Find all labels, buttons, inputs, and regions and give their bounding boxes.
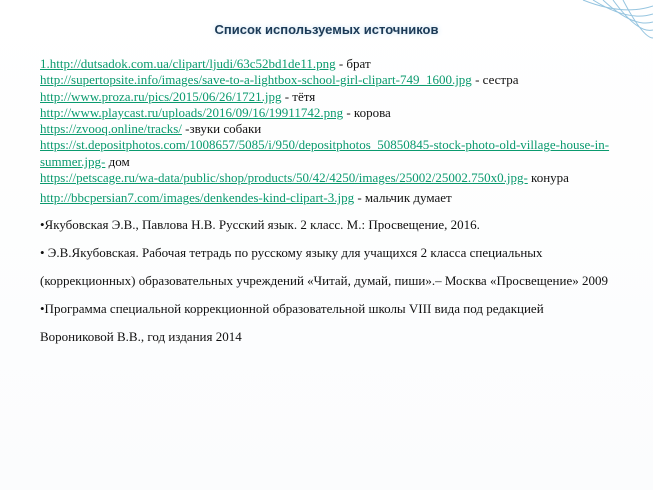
- book-reference: •Якубовская Э.В., Павлова Н.В. Русский язык. 2 класс. М.: Просвещение, 2016.: [40, 216, 480, 232]
- source-item: [40, 170, 612, 186]
- source-note: - корова: [343, 104, 391, 120]
- source-link[interactable]: http://www.playcast.ru/uploads/2016/09/16/19911742.png: [40, 104, 344, 120]
- sources-list: [40, 56, 612, 351]
- source-item: [40, 137, 612, 170]
- book-reference: •Программа специальной коррекционной образовательной школы VIII вида под редакцией Ворониковой В.В., год издания 2014: [40, 300, 544, 344]
- source-note: дом: [105, 153, 130, 169]
- source-item: [40, 72, 612, 88]
- source-link[interactable]: http://bbcpersian7.com/images/denkendes-kind-clipart-3.jpg: [40, 190, 355, 206]
- source-item: [40, 121, 612, 137]
- slide-title: Список используемых источников: [214, 22, 439, 37]
- source-note: - сестра: [471, 72, 519, 88]
- source-note: -звуки собаки: [181, 121, 262, 137]
- source-link[interactable]: http://supertopsite.info/images/save-to-a-lightbox-school-girl-clipart-749_1600.jpg: [40, 72, 472, 88]
- source-note: - мальчик думает: [354, 190, 452, 206]
- source-note: конура: [527, 170, 569, 186]
- source-link[interactable]: https://petscage.ru/wa-data/public/shop/products/50/42/4250/images/25002/25002.750x0.jpg-: [40, 170, 528, 186]
- source-item: [40, 56, 612, 72]
- source-link[interactable]: https://st.depositphotos.com/1008657/5085/i/950/depositphotos_50850845-stock-photo-old-village-house-in-summer.jpg-: [40, 137, 610, 169]
- source-note: - брат: [335, 56, 371, 71]
- source-link[interactable]: http://www.proza.ru/pics/2015/06/26/1721.jpg: [40, 88, 282, 104]
- source-item: [40, 190, 612, 206]
- source-note: - тётя: [281, 88, 316, 104]
- source-item: [40, 89, 612, 105]
- book-reference: • Э.В.Якубовская. Рабочая тетрадь по русскому языку для учащихся 2 класса специальных (коррекционных) образовательных учреждений «Читай, думай, пиши».– Москва «Просвещение» 2009: [40, 244, 608, 288]
- source-link[interactable]: https://zvooq.online/tracks/: [40, 121, 182, 137]
- source-item: [40, 105, 612, 121]
- source-link[interactable]: 1.http://dutsadok.com.ua/clipart/ljudi/63c52bd1de11.png: [40, 56, 336, 71]
